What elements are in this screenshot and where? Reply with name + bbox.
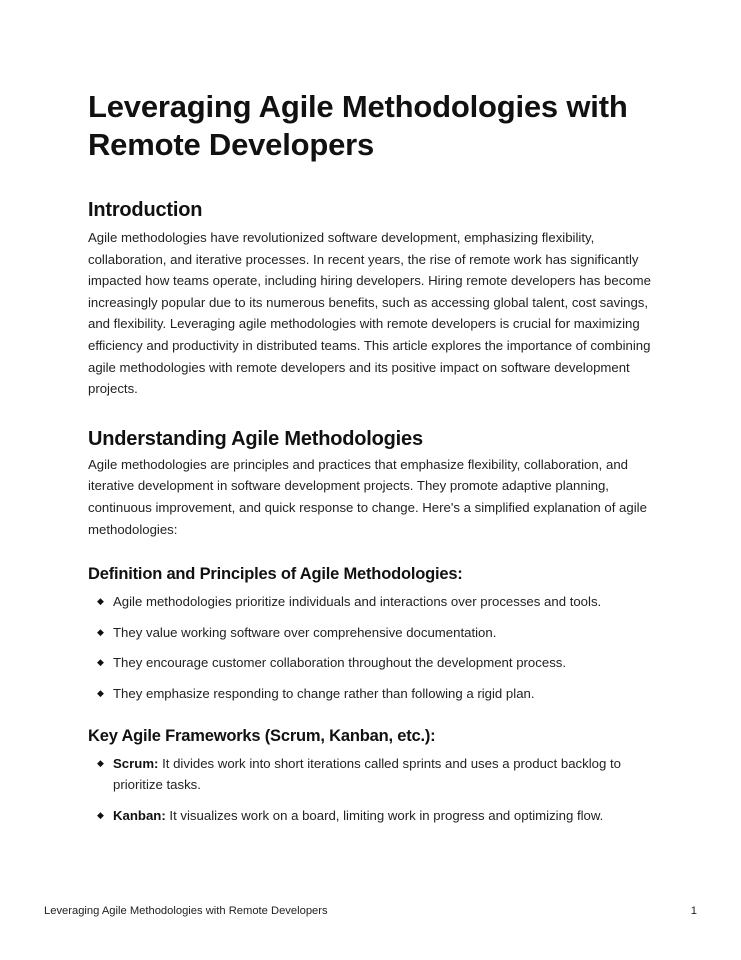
definition-heading: Definition and Principles of Agile Methodologies: [88,565,463,584]
framework-description: It divides work into short iterations called sprints and uses a product backlog to prioritize tasks. [113,755,621,793]
bullet-icon: ◆ [97,687,104,698]
framework-description: It visualizes work on a board, limiting work in progress and optimizing flow. [165,807,604,823]
list-item-text: They encourage customer collaboration throughout the development process. [113,655,567,671]
page-number: 1 [690,905,697,917]
list-item [88,753,653,796]
frameworks-list [88,753,653,827]
bullet-icon: ◆ [97,757,104,768]
understanding-paragraph: Agile methodologies are principles and practices that emphasize flexibility, collaboration, and iterative development in software development projects. They promote adaptive planning, continuous improvement, and quick response to change. Here's a simplified explanation of agile methodologies: [88,456,647,537]
understanding-heading: Understanding Agile Methodologies [88,427,423,450]
list-item-text: They emphasize responding to change rather than following a rigid plan. [113,685,535,701]
list-item-text: They value working software over comprehensive documentation. [113,624,497,640]
list-item [88,652,653,674]
list-item [88,805,653,827]
introduction-paragraph: Agile methodologies have revolutionized software development, emphasizing flexibility, collaboration, and iterative processes. In recent years, the rise of remote work has significantly impacted how teams operate, including hiring developers. Hiring remote developers has become increasingly popular due to its numerous benefits, such as accessing global talent, cost savings, and flexibility. Leveraging agile methodologies with remote developers is crucial for maximizing efficiency and productivity in distributed teams. This article explores the importance of combining agile methodologies with remote developers and its positive impact on software development projects. [88,230,651,397]
definition-list [88,591,653,704]
bullet-icon: ◆ [97,626,104,637]
framework-term: Scrum: [113,755,159,771]
bullet-icon: ◆ [97,657,104,668]
list-item [88,683,653,705]
framework-term: Kanban: [113,807,166,823]
document-title: Leveraging Agile Methodologies with Remote Developers [88,89,628,162]
footer-title: Leveraging Agile Methodologies with Remote Developers [44,905,328,917]
list-item [88,622,653,644]
document-page [88,88,653,835]
bullet-icon: ◆ [97,809,104,820]
bullet-icon: ◆ [97,596,104,607]
list-item [88,591,653,613]
frameworks-heading: Key Agile Frameworks (Scrum, Kanban, etc.): [88,726,436,745]
list-item-text: Agile methodologies prioritize individuals and interactions over processes and tools. [113,594,602,610]
introduction-heading: Introduction [88,199,203,221]
